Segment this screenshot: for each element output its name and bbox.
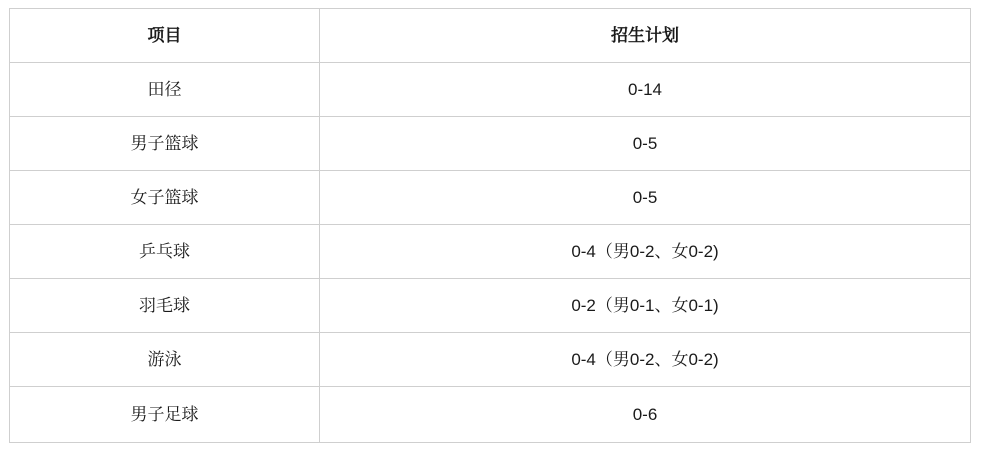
table-row <box>10 279 971 333</box>
cell-item: 田径 <box>10 63 320 117</box>
cell-plan: 0-5 <box>320 117 971 171</box>
table-row <box>10 63 971 117</box>
table-header <box>10 9 971 63</box>
document-page <box>0 8 1005 467</box>
cell-plan: 0-6 <box>320 387 971 443</box>
cell-plan: 0-14 <box>320 63 971 117</box>
table-row <box>10 387 971 443</box>
cell-item: 男子足球 <box>10 387 320 443</box>
enrollment-plan-table <box>9 8 971 443</box>
table-body <box>10 63 971 443</box>
cell-item: 羽毛球 <box>10 279 320 333</box>
table-header-row <box>10 9 971 63</box>
cell-item: 乒乓球 <box>10 225 320 279</box>
table-row <box>10 117 971 171</box>
table-row <box>10 171 971 225</box>
column-header-plan: 招生计划 <box>320 9 971 63</box>
table-row <box>10 225 971 279</box>
cell-item: 女子篮球 <box>10 171 320 225</box>
table-row <box>10 333 971 387</box>
cell-plan: 0-5 <box>320 171 971 225</box>
cell-plan: 0-4（男0-2、女0-2) <box>320 225 971 279</box>
cell-item: 游泳 <box>10 333 320 387</box>
cell-plan: 0-4（男0-2、女0-2) <box>320 333 971 387</box>
column-header-item: 项目 <box>10 9 320 63</box>
cell-item: 男子篮球 <box>10 117 320 171</box>
cell-plan: 0-2（男0-1、女0-1) <box>320 279 971 333</box>
